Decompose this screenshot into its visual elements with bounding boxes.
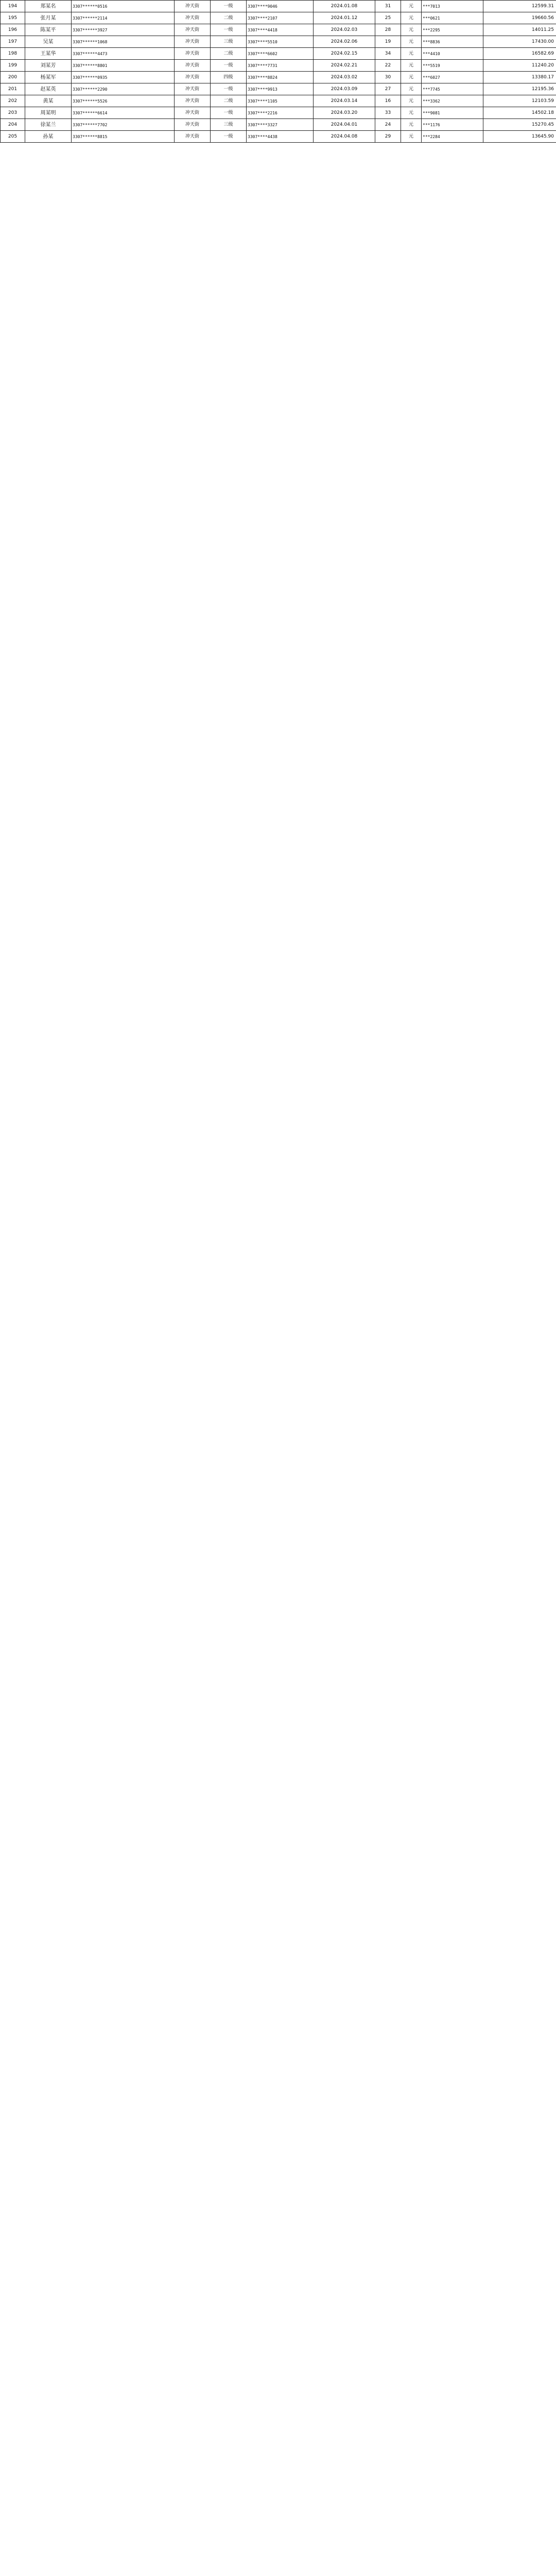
cell-cert-no: 3307****5510: [247, 36, 314, 48]
cell-seq: 194: [1, 1, 25, 12]
cell-area: 冲天街: [175, 131, 211, 143]
cell-type: 三级: [211, 119, 247, 131]
cell-seq: 198: [1, 48, 25, 60]
cell-type: 二级: [211, 12, 247, 24]
cell-months: 33: [375, 107, 401, 119]
cell-area: 冲天街: [175, 95, 211, 107]
cell-type: 一级: [211, 60, 247, 72]
cell-id-no: 3307******6614: [72, 107, 175, 119]
cell-area: 冲天街: [175, 36, 211, 48]
cell-unit: 元: [401, 131, 422, 143]
table-row: [1, 95, 556, 107]
table-row: [1, 83, 556, 95]
cell-seq: 205: [1, 131, 25, 143]
cell-id-no: 3307******5526: [72, 95, 175, 107]
cell-bank-no: ***1176: [422, 119, 483, 131]
cell-name: 陈某平: [25, 24, 72, 36]
cell-date: 2024.02.06: [314, 36, 375, 48]
cell-amount: 19660.56: [483, 12, 556, 24]
cell-id-no: 3307******7702: [72, 119, 175, 131]
cell-type: 一级: [211, 131, 247, 143]
cell-amount: 13380.17: [483, 72, 556, 83]
cell-date: 2024.02.21: [314, 60, 375, 72]
table-row: [1, 48, 556, 60]
cell-area: 冲天街: [175, 83, 211, 95]
cell-amount: 12195.36: [483, 83, 556, 95]
cell-cert-no: 3307****4438: [247, 131, 314, 143]
cell-bank-no: ***2295: [422, 24, 483, 36]
cell-date: 2024.04.01: [314, 119, 375, 131]
cell-months: 30: [375, 72, 401, 83]
cell-seq: 197: [1, 36, 25, 48]
cell-seq: 203: [1, 107, 25, 119]
table-row: [1, 24, 556, 36]
cell-name: 杨某军: [25, 72, 72, 83]
cell-id-no: 3307******0935: [72, 72, 175, 83]
cell-bank-no: ***7013: [422, 1, 483, 12]
cell-type: 二级: [211, 48, 247, 60]
table-row: [1, 131, 556, 143]
cell-area: 冲天街: [175, 12, 211, 24]
cell-bank-no: ***2284: [422, 131, 483, 143]
cell-months: 28: [375, 24, 401, 36]
cell-type: 一级: [211, 1, 247, 12]
cell-months: 31: [375, 1, 401, 12]
cell-area: 冲天街: [175, 48, 211, 60]
table-row: [1, 72, 556, 83]
table-row: [1, 1, 556, 12]
cell-cert-no: 3307****9046: [247, 1, 314, 12]
cell-area: 冲天街: [175, 119, 211, 131]
cell-cert-no: 3307****9913: [247, 83, 314, 95]
cell-type: 一级: [211, 24, 247, 36]
cell-months: 19: [375, 36, 401, 48]
cell-amount: 11240.20: [483, 60, 556, 72]
cell-seq: 199: [1, 60, 25, 72]
cell-type: 一级: [211, 107, 247, 119]
cell-type: 一级: [211, 83, 247, 95]
cell-bank-no: ***5519: [422, 60, 483, 72]
cell-cert-no: 3307****3327: [247, 119, 314, 131]
cell-name: 孙某: [25, 131, 72, 143]
cell-seq: 200: [1, 72, 25, 83]
cell-cert-no: 3307****1105: [247, 95, 314, 107]
cell-area: 冲天街: [175, 1, 211, 12]
cell-unit: 元: [401, 48, 422, 60]
cell-type: 四级: [211, 72, 247, 83]
cell-id-no: 3307******8801: [72, 60, 175, 72]
data-sheet: [0, 0, 556, 143]
cell-name: 周某明: [25, 107, 72, 119]
table-body: [1, 1, 556, 143]
cell-name: 张月某: [25, 12, 72, 24]
cell-unit: 元: [401, 60, 422, 72]
cell-bank-no: ***7745: [422, 83, 483, 95]
cell-date: 2024.01.08: [314, 1, 375, 12]
cell-date: 2024.01.12: [314, 12, 375, 24]
cell-name: 徐某兰: [25, 119, 72, 131]
cell-id-no: 3307******8815: [72, 131, 175, 143]
cell-months: 24: [375, 119, 401, 131]
cell-cert-no: 3307****2107: [247, 12, 314, 24]
cell-cert-no: 3307****6602: [247, 48, 314, 60]
cell-months: 34: [375, 48, 401, 60]
cell-unit: 元: [401, 119, 422, 131]
cell-name: 郑某名: [25, 1, 72, 12]
cell-seq: 196: [1, 24, 25, 36]
cell-unit: 元: [401, 24, 422, 36]
cell-area: 冲天街: [175, 60, 211, 72]
cell-date: 2024.04.08: [314, 131, 375, 143]
cell-cert-no: 3307****8824: [247, 72, 314, 83]
cell-amount: 16582.69: [483, 48, 556, 60]
cell-seq: 202: [1, 95, 25, 107]
cell-unit: 元: [401, 83, 422, 95]
record-table: [0, 0, 556, 143]
cell-unit: 元: [401, 107, 422, 119]
cell-date: 2024.02.15: [314, 48, 375, 60]
cell-date: 2024.03.20: [314, 107, 375, 119]
cell-date: 2024.02.03: [314, 24, 375, 36]
cell-months: 22: [375, 60, 401, 72]
cell-id-no: 3307******0516: [72, 1, 175, 12]
cell-date: 2024.03.02: [314, 72, 375, 83]
cell-months: 16: [375, 95, 401, 107]
table-row: [1, 36, 556, 48]
cell-area: 冲天街: [175, 107, 211, 119]
cell-area: 冲天街: [175, 24, 211, 36]
cell-unit: 元: [401, 36, 422, 48]
cell-date: 2024.03.09: [314, 83, 375, 95]
cell-type: 三级: [211, 36, 247, 48]
cell-name: 王某华: [25, 48, 72, 60]
cell-bank-no: ***4410: [422, 48, 483, 60]
cell-unit: 元: [401, 72, 422, 83]
cell-type: 二级: [211, 95, 247, 107]
cell-seq: 204: [1, 119, 25, 131]
cell-id-no: 3307******4473: [72, 48, 175, 60]
cell-name: 刘某芳: [25, 60, 72, 72]
cell-amount: 17430.00: [483, 36, 556, 48]
table-row: [1, 60, 556, 72]
cell-months: 25: [375, 12, 401, 24]
cell-area: 冲天街: [175, 72, 211, 83]
cell-bank-no: ***0621: [422, 12, 483, 24]
cell-amount: 12103.59: [483, 95, 556, 107]
cell-unit: 元: [401, 1, 422, 12]
cell-name: 赵某英: [25, 83, 72, 95]
cell-seq: 201: [1, 83, 25, 95]
table-row: [1, 107, 556, 119]
table-row: [1, 119, 556, 131]
cell-bank-no: ***3362: [422, 95, 483, 107]
cell-bank-no: ***9081: [422, 107, 483, 119]
cell-cert-no: 3307****7731: [247, 60, 314, 72]
cell-months: 29: [375, 131, 401, 143]
cell-months: 27: [375, 83, 401, 95]
cell-bank-no: ***6027: [422, 72, 483, 83]
cell-id-no: 3307******2290: [72, 83, 175, 95]
cell-cert-no: 3307****4418: [247, 24, 314, 36]
cell-seq: 195: [1, 12, 25, 24]
cell-unit: 元: [401, 12, 422, 24]
cell-cert-no: 3307****2216: [247, 107, 314, 119]
cell-id-no: 3307******1068: [72, 36, 175, 48]
cell-date: 2024.03.14: [314, 95, 375, 107]
cell-amount: 14011.25: [483, 24, 556, 36]
table-row: [1, 12, 556, 24]
cell-amount: 12599.31: [483, 1, 556, 12]
cell-unit: 元: [401, 95, 422, 107]
cell-amount: 14502.18: [483, 107, 556, 119]
cell-id-no: 3307******3927: [72, 24, 175, 36]
cell-amount: 15270.45: [483, 119, 556, 131]
cell-bank-no: ***8836: [422, 36, 483, 48]
cell-name: 黄某: [25, 95, 72, 107]
cell-amount: 13645.90: [483, 131, 556, 143]
cell-name: 吴某: [25, 36, 72, 48]
cell-id-no: 3307******2114: [72, 12, 175, 24]
